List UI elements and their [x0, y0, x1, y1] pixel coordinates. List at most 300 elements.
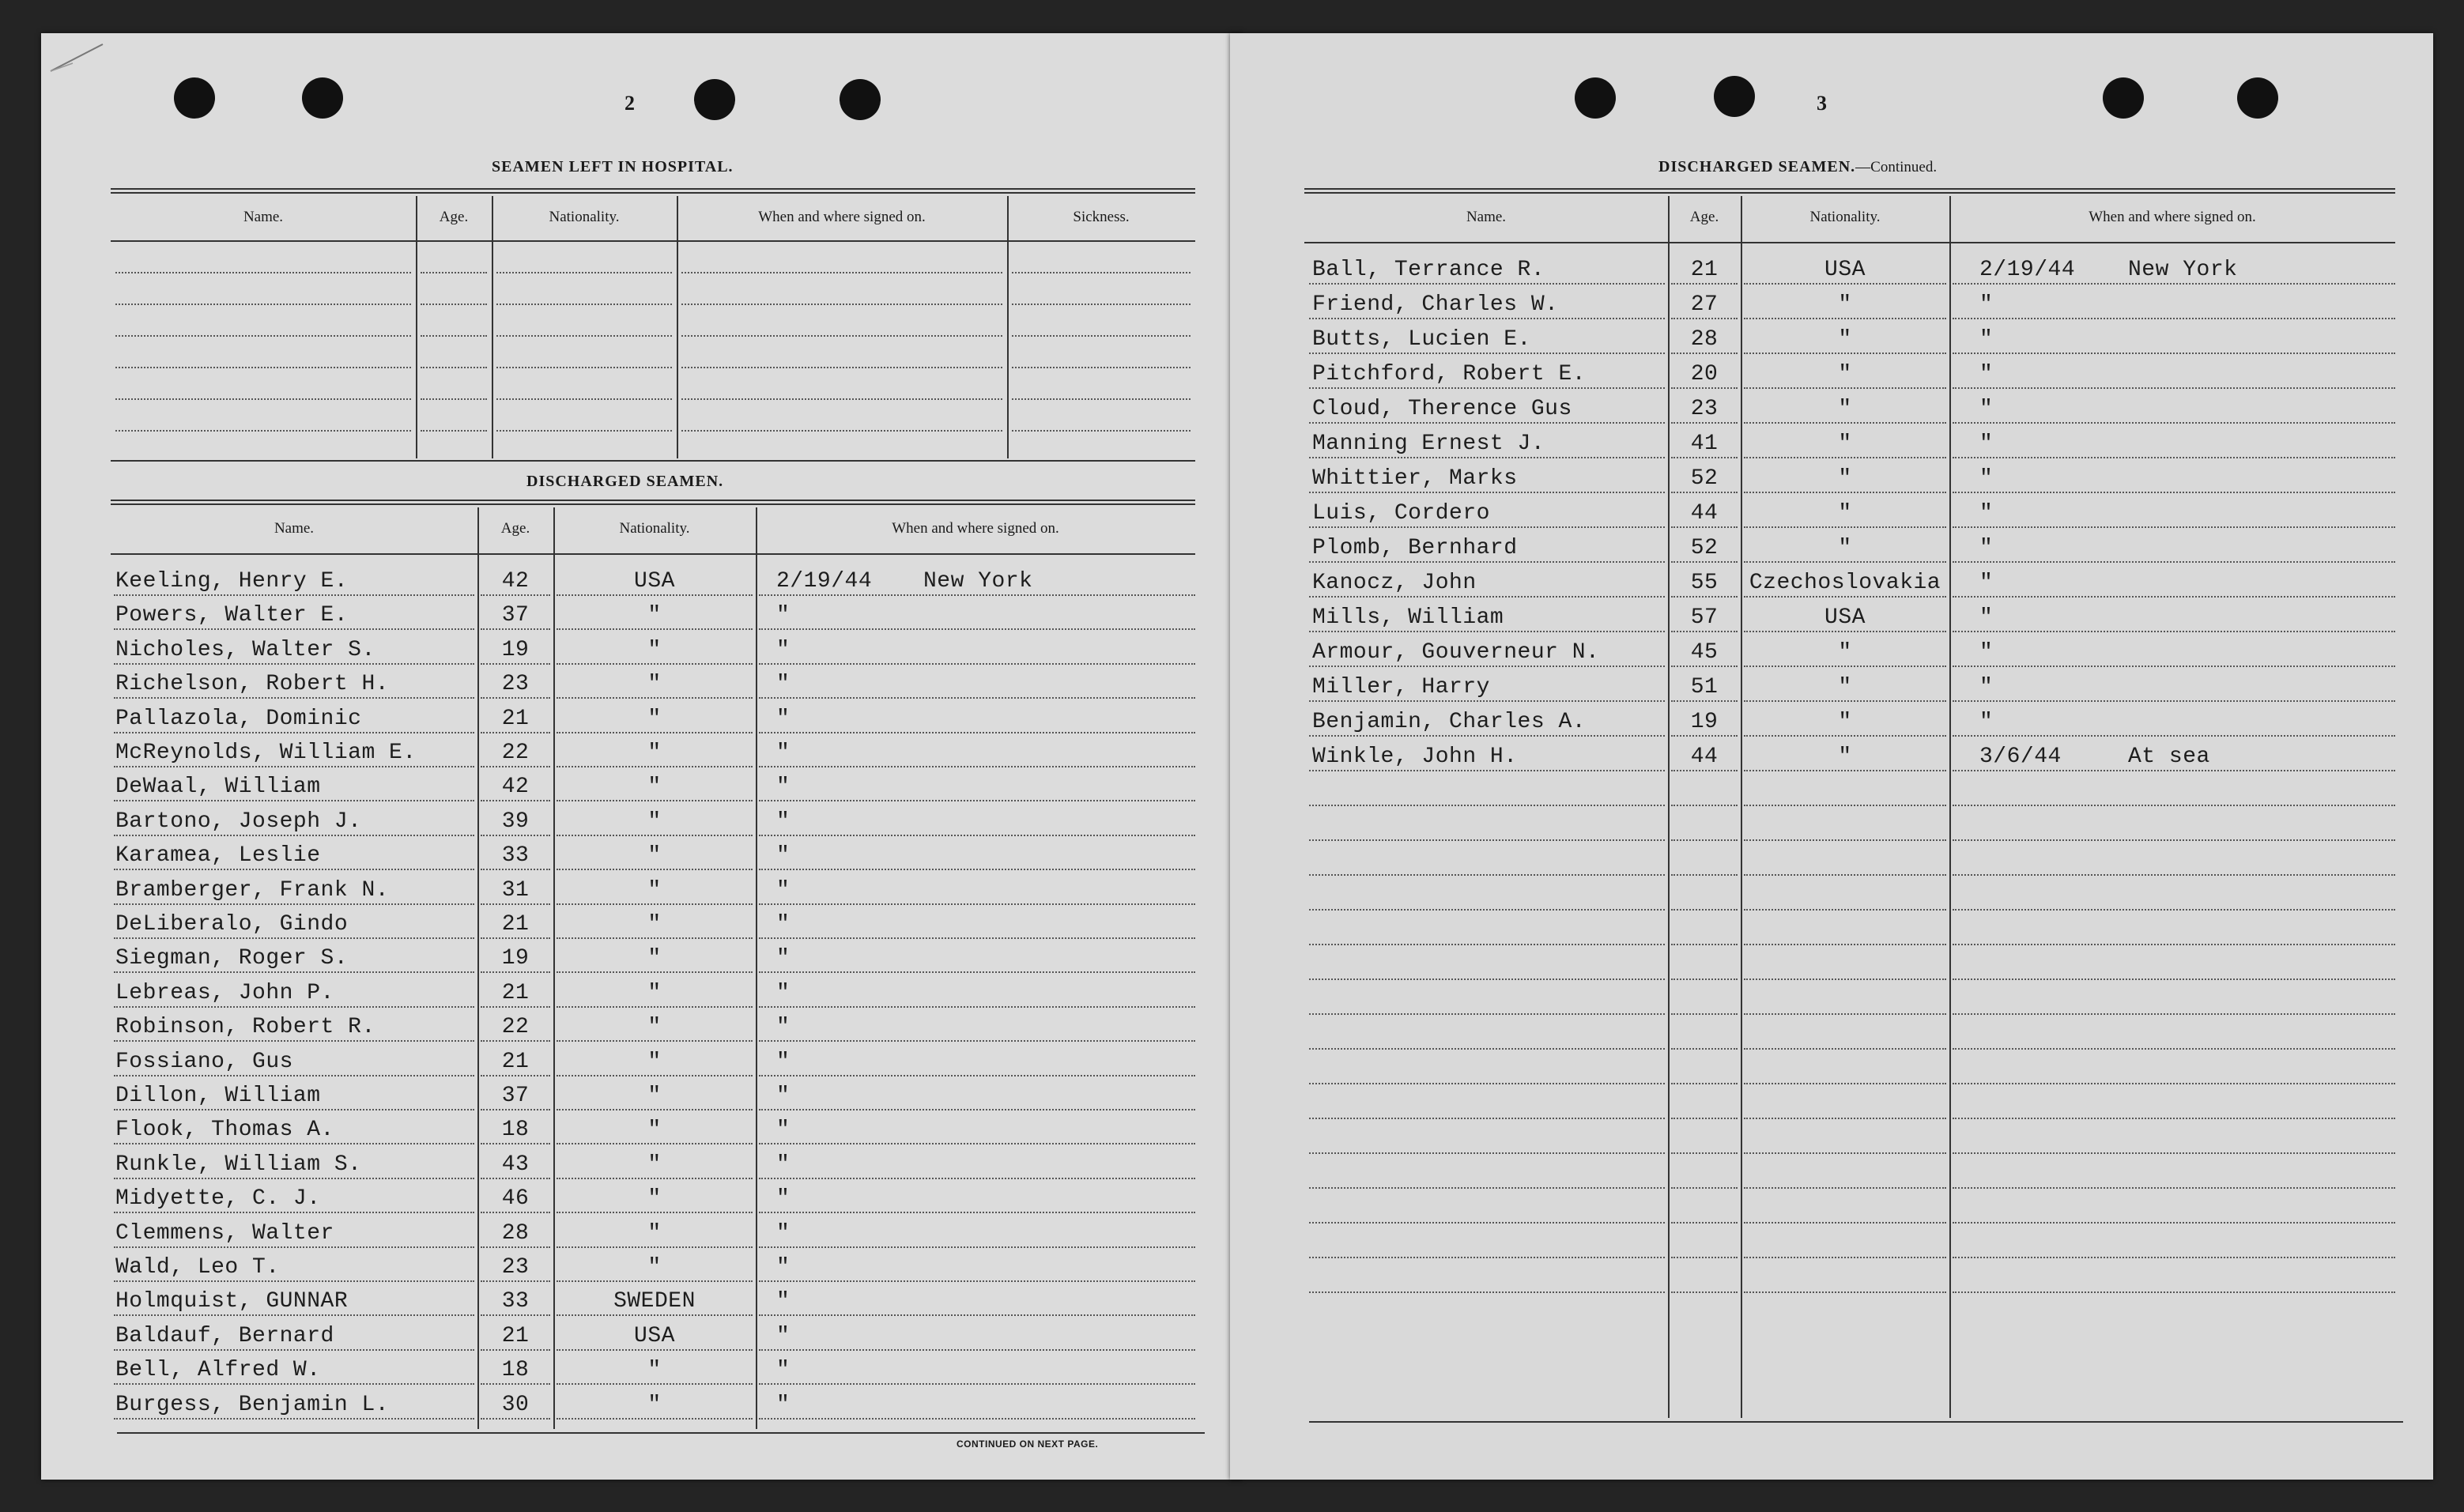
signed-on-date: " — [776, 1049, 791, 1074]
row-rule — [557, 1280, 753, 1282]
seaman-name: Flook, Thomas A. — [115, 1118, 334, 1143]
signed-on-place: At sea — [2128, 745, 2210, 769]
blank-entry-line — [421, 335, 487, 337]
row-rule — [1744, 318, 1946, 319]
row-rule — [1671, 978, 1738, 980]
seaman-age: 27 — [1690, 292, 1719, 317]
row-rule — [114, 937, 474, 939]
seaman-age: 19 — [501, 946, 530, 971]
blank-entry-line — [681, 398, 1002, 400]
blank-entry-line — [115, 367, 411, 368]
row-rule — [1671, 492, 1738, 493]
seaman-age: 46 — [501, 1186, 530, 1212]
row-rule — [1671, 596, 1738, 598]
row-rule — [1953, 978, 2395, 980]
row-rule — [557, 903, 753, 905]
seaman-age: 37 — [501, 1084, 530, 1108]
signed-on-date: " — [776, 1255, 791, 1280]
row-rule — [1671, 909, 1738, 911]
blank-entry-line — [421, 430, 487, 432]
discharged-header-age: Age. — [500, 520, 530, 537]
signed-on-date: " — [776, 877, 791, 903]
row-rule — [1671, 1257, 1738, 1258]
signed-on-date: 2/19/44 — [1979, 258, 2076, 282]
row-rule — [1744, 422, 1946, 424]
row-rule — [481, 628, 550, 630]
row-rule — [481, 1178, 550, 1179]
row-rule — [759, 1314, 1195, 1316]
row-rule — [1671, 526, 1738, 528]
hospital-header-rule — [111, 240, 1195, 242]
row-rule — [1953, 1118, 2395, 1119]
row-rule — [1309, 666, 1665, 667]
row-rule — [114, 1418, 474, 1420]
row-rule — [1744, 1152, 1946, 1154]
row-rule — [557, 1349, 753, 1351]
signed-on-date: " — [776, 1186, 791, 1212]
blank-entry-line — [1012, 272, 1190, 273]
row-rule — [1671, 805, 1738, 806]
signed-on-date: " — [776, 1392, 791, 1417]
blank-entry-line — [421, 367, 487, 368]
signed-on-date: " — [776, 809, 791, 834]
row-rule — [1744, 492, 1946, 493]
row-rule — [1744, 839, 1946, 841]
right-top-rule — [1304, 188, 2395, 194]
seaman-nationality: " — [647, 1049, 662, 1074]
row-rule — [1744, 596, 1946, 598]
row-rule — [1309, 561, 1665, 563]
seaman-age: 21 — [501, 912, 530, 937]
seaman-age: 28 — [1690, 327, 1719, 352]
seaman-nationality: USA — [634, 569, 675, 594]
row-rule — [481, 1212, 550, 1213]
row-rule — [1309, 839, 1665, 841]
row-rule — [1744, 1291, 1946, 1293]
blank-entry-line — [496, 430, 672, 432]
row-rule — [1953, 770, 2395, 771]
seaman-name: Cloud, Therence Gus — [1312, 397, 1572, 421]
signed-on-date: " — [776, 775, 791, 800]
signed-on-date: " — [776, 1358, 791, 1383]
seaman-name: Winkle, John H. — [1312, 745, 1518, 769]
row-rule — [1309, 770, 1665, 771]
seaman-nationality: " — [647, 1118, 662, 1143]
torn-corner-mark — [49, 41, 104, 73]
row-rule — [1671, 353, 1738, 354]
row-rule — [1953, 805, 2395, 806]
seaman-age: 21 — [501, 706, 530, 731]
blank-entry-line — [1012, 430, 1190, 432]
row-rule — [1309, 596, 1665, 598]
row-rule — [759, 1143, 1195, 1144]
row-rule — [481, 800, 550, 801]
row-rule — [1953, 457, 2395, 458]
seaman-nationality: " — [647, 912, 662, 937]
right-header-signed-on: When and where signed on. — [2089, 209, 2256, 225]
row-rule — [1309, 1222, 1665, 1224]
blank-entry-line — [115, 335, 411, 337]
seaman-name: Bramberger, Frank N. — [115, 877, 390, 903]
seaman-name: Miller, Harry — [1312, 675, 1490, 699]
row-rule — [1309, 874, 1665, 876]
seaman-age: 30 — [501, 1392, 530, 1417]
row-rule — [1953, 944, 2395, 945]
row-rule — [1309, 1118, 1665, 1119]
row-rule — [759, 1040, 1195, 1042]
row-rule — [114, 1178, 474, 1179]
seaman-name: McReynolds, William E. — [115, 741, 417, 765]
signed-on-place: New York — [923, 569, 1033, 594]
discharged-header-nationality: Nationality. — [619, 520, 690, 537]
seaman-nationality: USA — [1824, 605, 1866, 630]
row-rule — [1309, 1257, 1665, 1258]
seaman-age: 22 — [501, 741, 530, 765]
discharged-section-title: DISCHARGED SEAMEN. — [526, 473, 724, 490]
row-rule — [114, 594, 474, 596]
seaman-nationality: USA — [1824, 258, 1866, 282]
row-rule — [1671, 318, 1738, 319]
col-divider — [416, 196, 417, 458]
seaman-nationality: " — [647, 1015, 662, 1040]
row-rule — [759, 937, 1195, 939]
row-rule — [1953, 318, 2395, 319]
row-rule — [759, 697, 1195, 699]
seaman-age: 42 — [501, 569, 530, 594]
seaman-nationality: " — [647, 1392, 662, 1417]
row-rule — [1744, 631, 1946, 632]
hospital-top-rule — [111, 188, 1195, 194]
row-rule — [759, 1246, 1195, 1248]
seaman-age: 18 — [501, 1118, 530, 1143]
row-rule — [1671, 1013, 1738, 1015]
seaman-name: Nicholes, Walter S. — [115, 637, 375, 662]
seaman-age: 21 — [501, 1049, 530, 1074]
signed-on-date: " — [776, 980, 791, 1005]
row-rule — [557, 1212, 753, 1213]
seaman-name: Holmquist, GUNNAR — [115, 1289, 349, 1314]
seaman-nationality: " — [1838, 292, 1852, 317]
row-rule — [1309, 526, 1665, 528]
row-rule — [1953, 700, 2395, 702]
seaman-name: Armour, Gouverneur N. — [1312, 640, 1600, 665]
row-rule — [759, 732, 1195, 733]
row-rule — [114, 1383, 474, 1385]
discharged-top-rule — [111, 500, 1195, 505]
signed-on-date: " — [1979, 536, 1994, 560]
row-rule — [557, 1178, 753, 1179]
row-rule — [759, 594, 1195, 596]
signed-on-date: 2/19/44 — [776, 569, 873, 594]
seaman-nationality: " — [647, 1358, 662, 1383]
punch-hole — [2103, 77, 2144, 119]
seaman-nationality: " — [647, 706, 662, 731]
row-rule — [114, 1246, 474, 1248]
row-rule — [557, 1006, 753, 1008]
row-rule — [1671, 387, 1738, 389]
seaman-age: 42 — [501, 775, 530, 800]
hospital-header-sickness: Sickness. — [1073, 209, 1130, 225]
seaman-age: 55 — [1690, 571, 1719, 595]
row-rule — [114, 663, 474, 665]
seaman-nationality: " — [1838, 675, 1852, 699]
row-rule — [1671, 1083, 1738, 1084]
row-rule — [1309, 1152, 1665, 1154]
row-rule — [759, 1280, 1195, 1282]
blank-entry-line — [496, 367, 672, 368]
hospital-header-nationality: Nationality. — [549, 209, 620, 225]
row-rule — [1744, 1118, 1946, 1119]
blank-entry-line — [681, 304, 1002, 305]
row-rule — [1309, 735, 1665, 737]
row-rule — [481, 937, 550, 939]
blank-entry-line — [115, 272, 411, 273]
row-rule — [1953, 839, 2395, 841]
row-rule — [1744, 700, 1946, 702]
row-rule — [114, 869, 474, 870]
row-rule — [557, 800, 753, 801]
row-rule — [1953, 422, 2395, 424]
blank-entry-line — [496, 272, 672, 273]
seaman-nationality: " — [647, 1255, 662, 1280]
signed-on-date: " — [776, 603, 791, 628]
row-rule — [1953, 1222, 2395, 1224]
row-rule — [1953, 353, 2395, 354]
seaman-nationality: " — [647, 603, 662, 628]
blank-entry-line — [1012, 367, 1190, 368]
row-rule — [1671, 839, 1738, 841]
row-rule — [114, 766, 474, 767]
signed-on-place: New York — [2128, 258, 2238, 282]
blank-entry-line — [681, 430, 1002, 432]
row-rule — [114, 1143, 474, 1144]
row-rule — [1744, 909, 1946, 911]
row-rule — [1953, 561, 2395, 563]
row-rule — [1671, 700, 1738, 702]
signed-on-date: " — [776, 672, 791, 697]
blank-entry-line — [421, 398, 487, 400]
row-rule — [481, 1349, 550, 1351]
punch-hole — [840, 79, 881, 120]
row-rule — [1671, 1222, 1738, 1224]
row-rule — [759, 971, 1195, 973]
seaman-nationality: " — [647, 637, 662, 662]
seaman-age: 44 — [1690, 745, 1719, 769]
seaman-age: 43 — [501, 1152, 530, 1177]
row-rule — [1953, 735, 2395, 737]
row-rule — [557, 1246, 753, 1248]
row-rule — [114, 1006, 474, 1008]
blank-entry-line — [1012, 335, 1190, 337]
seaman-nationality: " — [647, 980, 662, 1005]
right-title-suffix: —Continued. — [1855, 159, 1938, 175]
row-rule — [1309, 387, 1665, 389]
row-rule — [759, 1383, 1195, 1385]
seaman-nationality: " — [1838, 640, 1852, 665]
row-rule — [1309, 492, 1665, 493]
seaman-name: Bartono, Joseph J. — [115, 809, 362, 834]
signed-on-date: " — [776, 1220, 791, 1246]
seaman-nationality: " — [647, 946, 662, 971]
row-rule — [1744, 1257, 1946, 1258]
row-rule — [759, 766, 1195, 767]
blank-entry-line — [496, 304, 672, 305]
seaman-nationality: " — [647, 1186, 662, 1212]
seaman-name: Robinson, Robert R. — [115, 1015, 375, 1040]
seaman-name: Siegman, Roger S. — [115, 946, 349, 971]
row-rule — [1744, 666, 1946, 667]
hospital-header-age: Age. — [439, 209, 469, 225]
signed-on-date: " — [1979, 292, 1994, 317]
row-rule — [1309, 805, 1665, 806]
row-rule — [759, 1109, 1195, 1110]
signed-on-date: " — [776, 843, 791, 869]
blank-entry-line — [1012, 398, 1190, 400]
seaman-nationality: " — [1838, 432, 1852, 456]
row-rule — [1309, 909, 1665, 911]
blank-entry-line — [496, 335, 672, 337]
seaman-age: 57 — [1690, 605, 1719, 630]
seaman-age: 18 — [501, 1358, 530, 1383]
row-rule — [1744, 561, 1946, 563]
seaman-nationality: " — [1838, 745, 1852, 769]
row-rule — [1309, 700, 1665, 702]
seaman-nationality: SWEDEN — [613, 1289, 696, 1314]
page-number: 3 — [1817, 92, 1827, 115]
signed-on-date: " — [1979, 675, 1994, 699]
row-rule — [1953, 492, 2395, 493]
discharged-bottom-rule — [117, 1432, 1205, 1434]
signed-on-date: " — [1979, 640, 1994, 665]
row-rule — [1309, 457, 1665, 458]
row-rule — [1744, 457, 1946, 458]
row-rule — [481, 1075, 550, 1076]
punch-hole — [302, 77, 343, 119]
row-rule — [114, 732, 474, 733]
col-divider — [677, 196, 678, 458]
row-rule — [759, 1006, 1195, 1008]
right-header-rule — [1304, 242, 2395, 243]
discharged-header-signed-on: When and where signed on. — [892, 520, 1059, 537]
col-divider — [756, 507, 757, 1429]
signed-on-date: " — [1979, 362, 1994, 386]
row-rule — [1671, 422, 1738, 424]
seaman-nationality: Czechoslovakia — [1749, 571, 1941, 595]
signed-on-date: " — [1979, 501, 1994, 526]
row-rule — [1671, 770, 1738, 771]
signed-on-date: " — [1979, 397, 1994, 421]
signed-on-date: " — [1979, 327, 1994, 352]
row-rule — [1671, 1187, 1738, 1189]
row-rule — [557, 1314, 753, 1316]
row-rule — [557, 1418, 753, 1420]
row-rule — [1309, 978, 1665, 980]
row-rule — [1953, 1291, 2395, 1293]
row-rule — [1953, 631, 2395, 632]
row-rule — [1671, 1152, 1738, 1154]
blank-entry-line — [496, 398, 672, 400]
seaman-age: 20 — [1690, 362, 1719, 386]
row-rule — [1744, 283, 1946, 285]
seaman-name: Midyette, C. J. — [115, 1186, 321, 1212]
seaman-age: 21 — [1690, 258, 1719, 282]
row-rule — [1953, 1187, 2395, 1189]
seaman-nationality: " — [647, 1152, 662, 1177]
row-rule — [481, 732, 550, 733]
seaman-name: Mills, William — [1312, 605, 1504, 630]
seaman-nationality: " — [647, 672, 662, 697]
seaman-name: Fossiano, Gus — [115, 1049, 293, 1074]
row-rule — [1744, 805, 1946, 806]
row-rule — [1309, 1187, 1665, 1189]
row-rule — [759, 1178, 1195, 1179]
seaman-name: Benjamin, Charles A. — [1312, 710, 1587, 734]
row-rule — [1309, 1291, 1665, 1293]
signed-on-date: " — [776, 1084, 791, 1108]
seaman-age: 45 — [1690, 640, 1719, 665]
row-rule — [1744, 978, 1946, 980]
signed-on-date: " — [1979, 605, 1994, 630]
row-rule — [114, 1075, 474, 1076]
seaman-name: Wald, Leo T. — [115, 1255, 280, 1280]
row-rule — [1671, 666, 1738, 667]
right-title-main: DISCHARGED SEAMEN. — [1658, 158, 1856, 175]
seaman-nationality: " — [1838, 710, 1852, 734]
blank-entry-line — [681, 367, 1002, 368]
seaman-name: Butts, Lucien E. — [1312, 327, 1531, 352]
row-rule — [1953, 909, 2395, 911]
seaman-age: 33 — [501, 843, 530, 869]
seaman-name: Richelson, Robert H. — [115, 672, 390, 697]
row-rule — [759, 835, 1195, 836]
row-rule — [1309, 631, 1665, 632]
row-rule — [1744, 735, 1946, 737]
seaman-age: 44 — [1690, 501, 1719, 526]
row-rule — [1744, 1048, 1946, 1050]
row-rule — [481, 1143, 550, 1144]
row-rule — [114, 1349, 474, 1351]
row-rule — [557, 697, 753, 699]
seaman-age: 28 — [501, 1220, 530, 1246]
row-rule — [1744, 353, 1946, 354]
signed-on-date: " — [1979, 571, 1994, 595]
row-rule — [759, 1349, 1195, 1351]
signed-on-date: " — [1979, 432, 1994, 456]
seaman-age: 23 — [1690, 397, 1719, 421]
continued-footer: CONTINUED ON NEXT PAGE. — [957, 1438, 1099, 1450]
row-rule — [1671, 1048, 1738, 1050]
seaman-name: Keeling, Henry E. — [115, 569, 349, 594]
signed-on-date: " — [776, 1015, 791, 1040]
seaman-age: 22 — [501, 1015, 530, 1040]
hospital-section-title: SEAMEN LEFT IN HOSPITAL. — [492, 158, 734, 175]
seaman-age: 41 — [1690, 432, 1719, 456]
row-rule — [557, 835, 753, 836]
blank-entry-line — [421, 272, 487, 273]
row-rule — [114, 1280, 474, 1282]
row-rule — [1309, 422, 1665, 424]
seaman-nationality: " — [1838, 397, 1852, 421]
seaman-nationality: " — [647, 775, 662, 800]
row-rule — [114, 800, 474, 801]
row-rule — [1744, 526, 1946, 528]
row-rule — [1953, 1152, 2395, 1154]
row-rule — [1953, 1083, 2395, 1084]
signed-on-date: 3/6/44 — [1979, 745, 2062, 769]
row-rule — [557, 1143, 753, 1144]
right-bottom-rule — [1309, 1421, 2403, 1423]
row-rule — [114, 1314, 474, 1316]
